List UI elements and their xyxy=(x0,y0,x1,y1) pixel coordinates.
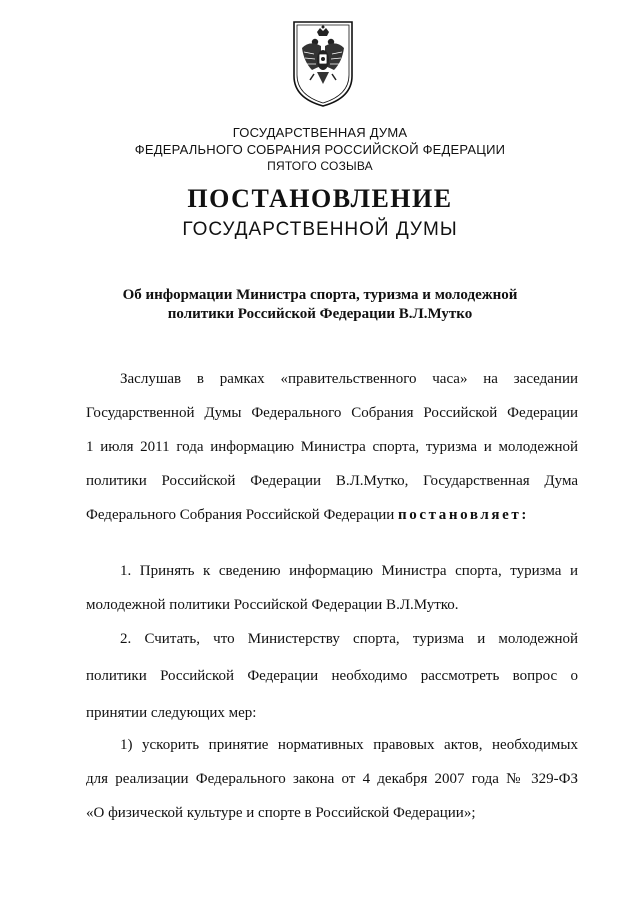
document-issuer-title: ГОСУДАРСТВЕННОЙ ДУМЫ xyxy=(182,219,458,240)
subject-line-2: политики Российской Федерации В.Л.Мутко xyxy=(167,306,473,322)
header-line-2: ФЕДЕРАЛЬНОГО СОБРАНИЯ РОССИЙСКОЙ ФЕДЕРАЦИИ xyxy=(134,142,506,157)
header-line-3: ПЯТОГО СОЗЫВА xyxy=(267,159,373,173)
preamble-line-4: политики Российской Федерации В.Л.Мутко, Государственная Дума xyxy=(86,473,578,489)
header-line-1: ГОСУДАРСТВЕННАЯ ДУМА xyxy=(232,125,408,140)
issuing-body-header xyxy=(0,124,640,175)
preamble-line-3: 1 июля 2011 года информацию Министра спорта, туризма и молодежной xyxy=(86,439,578,455)
sub-item-1-line-1: 1) ускорить принятие нормативных правовых актов, необходимых xyxy=(120,737,578,753)
sub-item-1-line-2: для реализации Федерального закона от 4 декабря 2007 года № 329-ФЗ xyxy=(86,771,578,787)
document-subject xyxy=(0,286,640,324)
document-type-title: ПОСТАНОВЛЕНИЕ xyxy=(187,184,453,213)
coat-of-arms-emblem-icon xyxy=(290,18,356,110)
preamble-line-5-text: Федерального Собрания Российской Федерации xyxy=(86,507,399,523)
preamble-line-5 xyxy=(86,507,578,524)
subject-line-1: Об информации Министра спорта, туризма и молодежной xyxy=(122,287,518,303)
preamble-line-2: Государственной Думы Федерального Собрания Российской Федерации xyxy=(86,405,578,421)
preamble-line-1: Заслушав в рамках «правительственного часа» на заседании xyxy=(120,371,578,387)
item-2-line-3: принятии следующих мер: xyxy=(86,705,257,721)
item-1-line-2: молодежной политики Российской Федерации В.Л.Мутко. xyxy=(86,597,459,613)
item-2-line-2: политики Российской Федерации необходимо рассмотреть вопрос о xyxy=(86,668,578,684)
item-2-line-1: 2. Считать, что Министерству спорта, туризма и молодежной xyxy=(120,631,578,647)
resolves-word: постановляет: xyxy=(398,507,529,523)
item-1-line-1: 1. Принять к сведению информацию Министра спорта, туризма и xyxy=(120,563,578,579)
sub-item-1-line-3: «О физической культуре и спорте в Российской Федерации»; xyxy=(86,805,476,821)
